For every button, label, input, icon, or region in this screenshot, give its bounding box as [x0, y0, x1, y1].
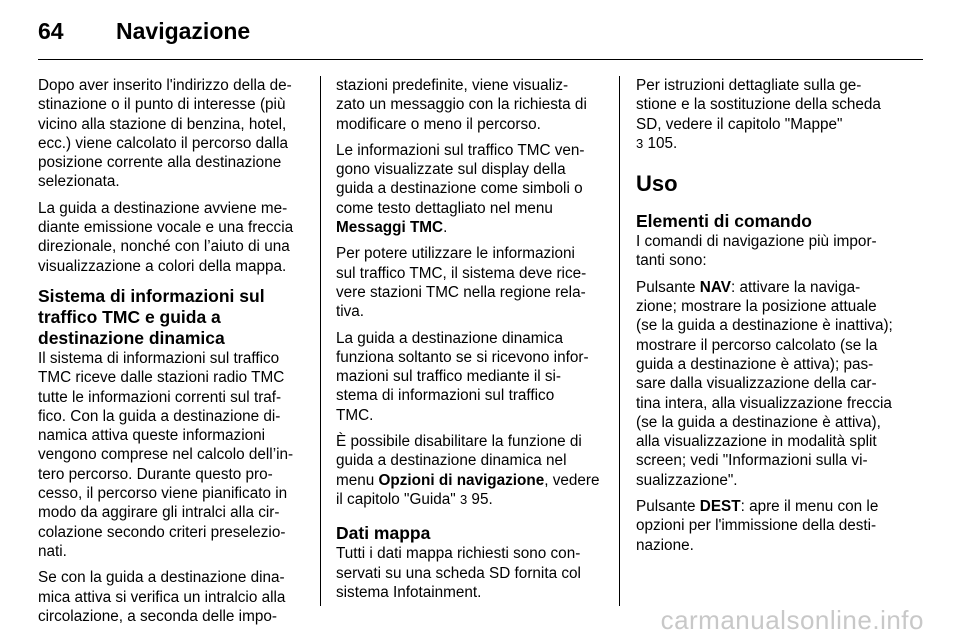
text-line: mazioni sul traffico mediante il si-: [336, 368, 562, 386]
paragraph: Le informazioni sul traffico TMC ven- gono visualizzate sul display della guida a destinazione come simboli o come testo dettagliato nel menu Messaggi TMC.: [336, 141, 604, 237]
page-ref-arrow-icon: 3: [459, 491, 468, 507]
paragraph: Pulsante NAV: attivare la naviga- zione; mostrare la posizione attuale (se la guida a destinazione è inattiva); mostrare il percorso calcolato (se la guida a destinazione è attiva); pas- sare dalla visualizzazione della car- tina intera, alla visualizzazione freccia (se la guida a destinazione è attiva), alla visualizzazione in modalità split screen; vedi "Informazioni sulla vi- sualizzazione".: [636, 278, 904, 490]
text-line: tina intera, alla visualizzazione freccia: [636, 394, 892, 412]
button-name: DEST: [699, 498, 741, 516]
text-line: nati.: [38, 542, 67, 560]
text-line: sualizzazione".: [636, 471, 738, 489]
text-line: SD, vedere il capitolo "Mappe": [636, 115, 843, 133]
text-line: vere stazioni TMC nella regione rela-: [336, 283, 586, 301]
menu-name: Opzioni di navigazione: [378, 471, 545, 489]
text-line: (se la guida a destinazione è inattiva);: [636, 317, 893, 335]
text-line: Per istruzioni dettagliate sulla ge-: [636, 77, 862, 94]
column-divider: [619, 76, 620, 606]
text-line: sistema Infotainment.: [336, 583, 482, 601]
page-reference: 105.: [643, 134, 678, 152]
text-line: direzionale, nonché con l’aiuto di una: [38, 238, 290, 256]
text-line: screen; vedi "Informazioni sulla vi-: [636, 452, 868, 470]
text-line: posizione corrente alla destinazione: [38, 154, 282, 172]
text-line: opzioni per l'immissione della desti-: [636, 517, 877, 535]
watermark: carmanualsonline.info: [660, 605, 924, 635]
text-line: guida a destinazione è attiva); pas-: [636, 355, 874, 373]
page-header: [38, 18, 923, 48]
paragraph: [38, 76, 306, 192]
text-line: circolazione, a seconda delle impo-: [38, 607, 277, 625]
text-line: Se con la guida a destinazione dina-: [38, 569, 285, 587]
column-1: [38, 76, 306, 633]
text-line: tero percorso. Durante questo pro-: [38, 465, 273, 483]
text-line: stione e la sostituzione della scheda: [636, 96, 881, 114]
paragraph: [38, 349, 306, 561]
text-line: TMC.: [336, 406, 374, 424]
section-title: Navigazione: [116, 18, 251, 44]
text-line: sare dalla visualizzazione della car-: [636, 375, 877, 393]
column-2: [336, 76, 604, 609]
text-line: stazioni predefinite, viene visualiz-: [336, 77, 569, 94]
text-line: La guida a destinazione dinamica: [336, 329, 564, 347]
text-line: gono visualizzate sul display della: [336, 161, 566, 179]
text-line: modo da aggirare gli intralci alla cir-: [38, 504, 280, 522]
text-line: mica attiva si verifica un intralcio alla: [38, 588, 286, 606]
text-line: TMC riceve dalle stazioni radio TMC: [38, 369, 285, 387]
chapter-heading: Uso: [636, 171, 678, 197]
section-heading: Dati mappa: [336, 523, 431, 544]
text-line: visualizzazione a colori della mappa.: [38, 257, 287, 275]
text-line: Per potere utilizzare le informazioni: [336, 245, 575, 263]
text-line: tutte le informazioni correnti sul traf-: [38, 388, 282, 406]
paragraph: È possibile disabilitare la funzione di guida a destinazione dinamica nel menu Opzioni di navigazione, vedere il capitolo "Guida" 3 95.: [336, 433, 600, 508]
paragraph: Pulsante DEST: apre il menu con le opzioni per l'immissione della desti- nazione.: [636, 497, 904, 555]
text-line: I comandi di navigazione più impor-: [636, 233, 877, 251]
paragraph: [38, 199, 306, 276]
text-line: vengono comprese nel calcolo dell’in-: [38, 446, 294, 464]
section-heading: Elementi di comando: [636, 211, 812, 232]
text-line: sul traffico TMC, il sistema deve rice-: [336, 264, 587, 282]
text-line: zione; mostrare la posizione attuale: [636, 298, 877, 316]
text-line: modificare o meno il percorso.: [336, 115, 541, 133]
text-line: zato un messaggio con la richiesta di: [336, 96, 587, 114]
paragraph: [636, 76, 904, 153]
text-line: servati su una scheda SD fornita col: [336, 564, 581, 582]
text-line: come testo dettagliato nel menu: [336, 199, 553, 217]
page-ref-arrow-icon: 3: [636, 135, 644, 151]
text-line: Sistema di informazioni sul: [38, 285, 265, 306]
text-line: Le informazioni sul traffico TMC ven-: [336, 141, 585, 159]
text-line: alla visualizzazione in modalità split: [636, 433, 877, 451]
paragraph: [636, 232, 904, 271]
text-line: selezionata.: [38, 173, 120, 191]
text-line: namica attiva queste informazioni: [38, 427, 266, 445]
text-line: tiva.: [336, 303, 365, 321]
text-line: colazione secondo criteri preselezio-: [38, 523, 286, 541]
text-line: stinazione o il punto di interesse (più: [38, 96, 286, 114]
text-line: cesso, il percorso viene pianificato in: [38, 485, 288, 503]
menu-name: Messaggi TMC: [336, 219, 444, 237]
text-line: funziona soltanto se si ricevono infor-: [336, 348, 589, 366]
paragraph: [336, 244, 604, 321]
text-line: Il sistema di informazioni sul traffico: [38, 349, 280, 367]
paragraph: [38, 568, 306, 626]
text-line: traffico TMC e guida a: [38, 306, 221, 327]
section-heading: [38, 286, 306, 349]
text-line: ecc.) viene calcolato il percorso dalla: [38, 134, 288, 152]
header-rule: [38, 59, 923, 60]
column-3: [636, 76, 904, 562]
text-line: diante emissione vocale e una freccia: [38, 219, 294, 237]
page-number: 64: [38, 18, 64, 44]
text-line: mostrare il percorso calcolato (se la: [636, 336, 878, 354]
paragraph: [336, 329, 604, 425]
text-line: destinazione dinamica: [38, 327, 225, 348]
text-line: tanti sono:: [636, 252, 707, 270]
button-name: NAV: [699, 278, 731, 296]
column-divider: [320, 76, 321, 606]
text-line: La guida a destinazione avviene me-: [38, 199, 288, 217]
text-line: Dopo aver inserito l'indirizzo della de-: [38, 77, 292, 94]
text-line: vicino alla stazione di benzina, hotel,: [38, 115, 287, 133]
page-reference: 95.: [467, 490, 493, 508]
text-line: Tutti i dati mappa richiesti sono con-: [336, 545, 581, 563]
text-line: stema di informazioni sul traffico: [336, 387, 555, 405]
text-line: nazione.: [636, 536, 694, 554]
paragraph: [336, 76, 604, 134]
text-line: guida a destinazione come simboli o: [336, 180, 583, 198]
paragraph: [336, 544, 604, 602]
text-line: (se la guida a destinazione è attiva),: [636, 413, 881, 431]
text-line: fico. Con la guida a destinazione di-: [38, 407, 281, 425]
